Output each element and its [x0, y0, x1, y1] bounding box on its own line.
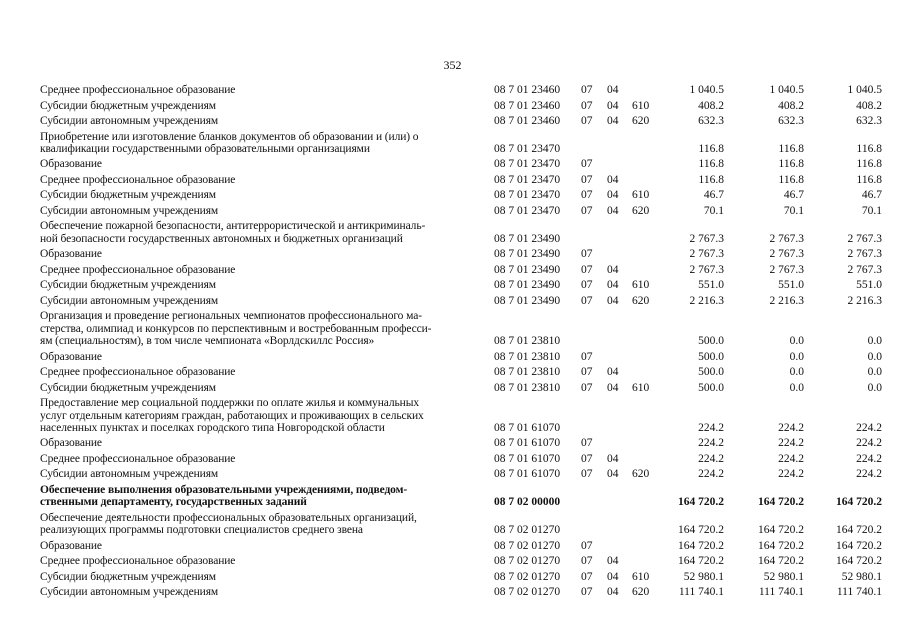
row-name [40, 555, 480, 567]
amount-year-1: 551.0 [698, 279, 724, 292]
amount-year-1: 500.0 [698, 366, 724, 379]
row-name [40, 84, 480, 96]
expense-type-code: 620 [632, 468, 650, 481]
row-name [40, 264, 480, 276]
target-article-code: 08 7 01 23470 [494, 204, 561, 217]
amount-year-1: 224.2 [698, 437, 724, 450]
target-article-code: 08 7 01 23810 [494, 366, 561, 379]
amount-year-1: 46.7 [703, 189, 724, 202]
amount-year-3: 2 767.3 [847, 232, 882, 245]
target-article-code: 08 7 02 01270 [494, 524, 561, 537]
row-name-line: Приобретение или изготовление бланков документов об образовании и (или) о [40, 130, 419, 143]
subsection-code: 04 [607, 263, 619, 276]
expense-type-code: 620 [632, 586, 650, 599]
subsection-code: 04 [607, 189, 619, 202]
section-code: 07 [581, 381, 593, 394]
row-name [40, 310, 480, 347]
target-article-code: 08 7 01 23470 [494, 142, 561, 155]
row-name-line: Образование [40, 350, 102, 363]
amount-year-1: 111 740.1 [678, 586, 724, 599]
row-name [40, 453, 480, 465]
table-row [0, 555, 905, 567]
amount-year-3: 0.0 [867, 366, 882, 379]
amount-year-2: 2 767.3 [769, 248, 804, 261]
table-row [0, 264, 905, 276]
row-name [40, 586, 480, 598]
table-row [0, 540, 905, 552]
target-article-code: 08 7 01 23810 [494, 381, 561, 394]
subsection-code: 04 [607, 115, 619, 127]
row-name-line: ственными департаменту, государственных заданий [40, 496, 307, 509]
amount-year-1: 224.2 [698, 468, 724, 481]
amount-year-2: 224.2 [778, 468, 804, 481]
expense-type-code: 610 [632, 381, 650, 394]
section-code: 07 [581, 115, 593, 127]
amount-year-2: 164 720.2 [758, 555, 804, 568]
section-code: 07 [581, 189, 593, 202]
amount-year-3: 111 740.1 [836, 586, 882, 599]
row-name [40, 100, 480, 112]
table-row [0, 512, 905, 537]
amount-year-2: 224.2 [778, 421, 804, 434]
section-code: 07 [581, 294, 593, 307]
row-name-line: Среднее профессиональное образование [40, 366, 236, 379]
subsection-code: 04 [607, 294, 619, 307]
section-code: 07 [581, 350, 593, 363]
row-name-line: реализующих программы подготовки специалистов среднего звена [40, 524, 363, 537]
row-name [40, 468, 480, 480]
table-row [0, 295, 905, 307]
target-article-code: 08 7 02 01270 [494, 555, 561, 568]
row-name [40, 115, 480, 127]
table-row [0, 351, 905, 363]
target-article-code: 08 7 01 61070 [494, 421, 561, 434]
amount-year-2: 408.2 [778, 99, 804, 112]
amount-year-1: 116.8 [698, 142, 724, 155]
expense-type-code: 610 [632, 189, 650, 202]
subsection-code: 04 [607, 204, 619, 217]
table-row [0, 453, 905, 465]
amount-year-1: 164 720.2 [678, 524, 724, 537]
amount-year-1: 500.0 [698, 335, 724, 348]
row-name-line: Обеспечение деятельности профессиональных образовательных организаций, [40, 511, 417, 524]
amount-year-3: 0.0 [867, 381, 882, 394]
row-name-line: Субсидии автономным учреждениям [40, 468, 219, 481]
row-name [40, 158, 480, 170]
table-row [0, 84, 905, 96]
table-row [0, 189, 905, 201]
section-code: 07 [581, 279, 593, 292]
table-row [0, 220, 905, 245]
section-code: 07 [581, 248, 593, 261]
row-name [40, 540, 480, 552]
row-name [40, 484, 480, 509]
amount-year-3: 224.2 [856, 452, 882, 465]
section-code: 07 [581, 99, 593, 112]
target-article-code: 08 7 01 23460 [494, 84, 561, 96]
amount-year-2: 116.8 [778, 142, 804, 155]
target-article-code: 08 7 01 23460 [494, 99, 561, 112]
amount-year-3: 632.3 [856, 115, 882, 127]
amount-year-1: 70.1 [703, 204, 724, 217]
amount-year-1: 2 767.3 [689, 248, 724, 261]
row-name [40, 220, 480, 245]
amount-year-2: 2 767.3 [769, 232, 804, 245]
amount-year-3: 224.2 [856, 421, 882, 434]
target-article-code: 08 7 01 23490 [494, 263, 561, 276]
amount-year-2: 116.8 [778, 158, 804, 171]
row-name-line: Среднее профессиональное образование [40, 173, 236, 186]
subsection-code: 04 [607, 381, 619, 394]
amount-year-2: 2 216.3 [769, 294, 804, 307]
amount-year-3: 52 980.1 [841, 570, 882, 583]
target-article-code: 08 7 01 61070 [494, 452, 561, 465]
target-article-code: 08 7 01 23490 [494, 248, 561, 261]
amount-year-1: 52 980.1 [683, 570, 724, 583]
row-name [40, 382, 480, 394]
amount-year-2: 2 767.3 [769, 263, 804, 276]
section-code: 07 [581, 84, 593, 96]
target-article-code: 08 7 01 23490 [494, 294, 561, 307]
table-row [0, 437, 905, 449]
subsection-code: 04 [607, 570, 619, 583]
subsection-code: 04 [607, 173, 619, 186]
amount-year-2: 1 040.5 [769, 84, 804, 96]
amount-year-1: 2 216.3 [689, 294, 724, 307]
table-row [0, 131, 905, 156]
amount-year-1: 224.2 [698, 452, 724, 465]
row-name-line: ной безопасности государственных автономных и бюджетных организаций [40, 232, 403, 245]
row-name [40, 437, 480, 449]
target-article-code: 08 7 01 23470 [494, 189, 561, 202]
section-code: 07 [581, 555, 593, 568]
subsection-code: 04 [607, 468, 619, 481]
row-name [40, 248, 480, 260]
amount-year-1: 224.2 [698, 421, 724, 434]
target-article-code: 08 7 01 61070 [494, 437, 561, 450]
amount-year-2: 0.0 [789, 381, 804, 394]
target-article-code: 08 7 02 00000 [494, 496, 561, 509]
table-row [0, 100, 905, 112]
table-row [0, 279, 905, 291]
table-row [0, 571, 905, 583]
amount-year-1: 2 767.3 [689, 263, 724, 276]
row-name-line: Субсидии бюджетным учреждениям [40, 570, 216, 583]
row-name-line: Среднее профессиональное образование [40, 452, 236, 465]
amount-year-1: 500.0 [698, 350, 724, 363]
subsection-code: 04 [607, 366, 619, 379]
amount-year-3: 2 216.3 [847, 294, 882, 307]
row-name-line: Образование [40, 158, 102, 171]
expense-type-code: 610 [632, 279, 650, 292]
amount-year-3: 46.7 [861, 189, 882, 202]
row-name-line: Субсидии бюджетным учреждениям [40, 189, 216, 202]
table-row [0, 484, 905, 509]
section-code: 07 [581, 366, 593, 379]
row-name-line: Среднее профессиональное образование [40, 263, 236, 276]
table-row [0, 205, 905, 217]
section-code: 07 [581, 437, 593, 450]
row-name-line: Организация и проведение региональных чемпионатов профессионального ма- [40, 310, 422, 323]
amount-year-2: 116.8 [778, 173, 804, 186]
expense-type-code: 620 [632, 204, 650, 217]
table-row [0, 468, 905, 480]
subsection-code: 04 [607, 586, 619, 599]
amount-year-3: 2 767.3 [847, 248, 882, 261]
table-row [0, 397, 905, 434]
amount-year-2: 164 720.2 [758, 524, 804, 537]
expense-type-code: 610 [632, 99, 650, 112]
table-row [0, 382, 905, 394]
table-row [0, 115, 905, 127]
amount-year-1: 164 720.2 [678, 539, 724, 552]
table-row [0, 586, 905, 598]
amount-year-2: 0.0 [789, 350, 804, 363]
section-code: 07 [581, 173, 593, 186]
expense-type-code: 620 [632, 115, 650, 127]
subsection-code: 04 [607, 452, 619, 465]
amount-year-3: 551.0 [856, 279, 882, 292]
amount-year-2: 70.1 [783, 204, 804, 217]
row-name [40, 205, 480, 217]
amount-year-2: 224.2 [778, 437, 804, 450]
target-article-code: 08 7 01 23470 [494, 173, 561, 186]
amount-year-1: 632.3 [698, 115, 724, 127]
amount-year-3: 224.2 [856, 468, 882, 481]
row-name [40, 189, 480, 201]
row-name-line: Субсидии бюджетным учреждениям [40, 99, 216, 112]
row-name-line: Субсидии бюджетным учреждениям [40, 381, 216, 394]
amount-year-1: 116.8 [698, 173, 724, 186]
amount-year-2: 46.7 [783, 189, 804, 202]
row-name-line: Обеспечение выполнения образовательными учреждениями, подведом- [40, 483, 408, 496]
section-code: 07 [581, 468, 593, 481]
row-name [40, 571, 480, 583]
row-name [40, 279, 480, 291]
amount-year-3: 1 040.5 [847, 84, 882, 96]
row-name-line: квалификации государственными образовательными организациями [40, 142, 370, 155]
row-name-line: Субсидии бюджетным учреждениям [40, 279, 216, 292]
amount-year-3: 224.2 [856, 437, 882, 450]
row-name-line: стерства, олимпиад и конкурсов по перспективным и востребованным професси- [40, 322, 432, 335]
amount-year-2: 551.0 [778, 279, 804, 292]
expense-type-code: 610 [632, 570, 650, 583]
section-code: 07 [581, 586, 593, 599]
row-name [40, 295, 480, 307]
row-name [40, 351, 480, 363]
row-name-line: Субсидии автономным учреждениям [40, 586, 219, 599]
amount-year-2: 224.2 [778, 452, 804, 465]
row-name-line: Предоставление мер социальной поддержки по оплате жилья и коммунальных [40, 397, 419, 410]
table-row [0, 158, 905, 170]
target-article-code: 08 7 02 01270 [494, 539, 561, 552]
section-code: 07 [581, 263, 593, 276]
section-code: 07 [581, 539, 593, 552]
amount-year-2: 632.3 [778, 115, 804, 127]
table-row [0, 248, 905, 260]
target-article-code: 08 7 01 23810 [494, 350, 561, 363]
row-name [40, 397, 480, 434]
amount-year-1: 500.0 [698, 381, 724, 394]
target-article-code: 08 7 01 23490 [494, 279, 561, 292]
amount-year-2: 0.0 [789, 366, 804, 379]
amount-year-3: 0.0 [867, 350, 882, 363]
row-name [40, 174, 480, 186]
amount-year-1: 2 767.3 [689, 232, 724, 245]
row-name-line: Среднее профессиональное образование [40, 555, 236, 568]
amount-year-2: 0.0 [789, 335, 804, 348]
target-article-code: 08 7 01 23810 [494, 335, 561, 348]
amount-year-3: 164 720.2 [836, 524, 882, 537]
section-code: 07 [581, 158, 593, 171]
amount-year-2: 52 980.1 [763, 570, 804, 583]
amount-year-2: 164 720.2 [758, 539, 804, 552]
subsection-code: 04 [607, 84, 619, 96]
amount-year-2: 111 740.1 [758, 586, 804, 599]
table-row [0, 366, 905, 378]
amount-year-3: 408.2 [856, 99, 882, 112]
amount-year-1: 1 040.5 [689, 84, 724, 96]
row-name-line: Субсидии автономным учреждениям [40, 115, 219, 127]
row-name-line: Среднее профессиональное образование [40, 84, 236, 96]
row-name-line: населенных пунктах и поселках городского типа Новгородской области [40, 421, 385, 434]
amount-year-3: 116.8 [856, 158, 882, 171]
table-row [0, 174, 905, 186]
amount-year-3: 164 720.2 [836, 539, 882, 552]
amount-year-3: 164 720.2 [836, 555, 882, 568]
expense-type-code: 620 [632, 294, 650, 307]
row-name [40, 512, 480, 537]
amount-year-1: 408.2 [698, 99, 724, 112]
section-code: 07 [581, 570, 593, 583]
amount-year-1: 164 720.2 [678, 555, 724, 568]
row-name-line: Образование [40, 539, 102, 552]
amount-year-3: 116.8 [856, 173, 882, 186]
amount-year-3: 70.1 [861, 204, 882, 217]
subsection-code: 04 [607, 555, 619, 568]
page-number: 352 [443, 58, 462, 72]
amount-year-3: 0.0 [867, 335, 882, 348]
target-article-code: 08 7 02 01270 [494, 586, 561, 599]
section-code: 07 [581, 452, 593, 465]
amount-year-2: 164 720.2 [758, 496, 804, 509]
row-name-line: Субсидии автономным учреждениям [40, 294, 219, 307]
section-code: 07 [581, 204, 593, 217]
amount-year-3: 2 767.3 [847, 263, 882, 276]
row-name-line: услуг отдельным категориям граждан, работающих и проживающих в сельских [40, 409, 424, 422]
subsection-code: 04 [607, 279, 619, 292]
target-article-code: 08 7 02 01270 [494, 570, 561, 583]
row-name-line: Обеспечение пожарной безопасности, антитеррористической и антикриминаль- [40, 220, 426, 233]
amount-year-3: 116.8 [856, 142, 882, 155]
row-name [40, 366, 480, 378]
amount-year-1: 164 720.2 [678, 496, 724, 509]
table-row [0, 310, 905, 347]
target-article-code: 08 7 01 23470 [494, 158, 561, 171]
amount-year-3: 164 720.2 [836, 496, 882, 509]
row-name-line: Субсидии автономным учреждениям [40, 204, 219, 217]
target-article-code: 08 7 01 23460 [494, 115, 561, 127]
target-article-code: 08 7 01 61070 [494, 468, 561, 481]
target-article-code: 08 7 01 23490 [494, 232, 561, 245]
subsection-code: 04 [607, 99, 619, 112]
row-name-line: Образование [40, 248, 102, 261]
row-name [40, 131, 480, 156]
amount-year-1: 116.8 [698, 158, 724, 171]
row-name-line: ям (специальностям), в том числе чемпионата «Ворлдскиллс Россия» [40, 335, 375, 348]
row-name-line: Образование [40, 437, 102, 450]
